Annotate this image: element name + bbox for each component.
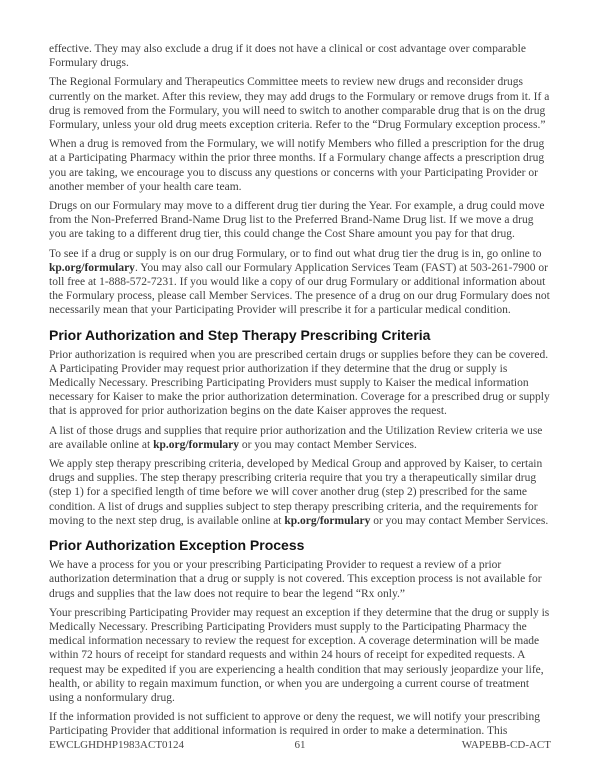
paragraph bbox=[49, 558, 552, 601]
paragraph bbox=[49, 424, 552, 452]
body-inline-text: effective. They may also exclude a drug if it does not have a clinical or cost advantage over comparable Formulary drugs. bbox=[49, 43, 526, 70]
body-inline-text: We have a process for you or your prescribing Participating Provider to request a review of a prior authorization determination that a drug or supply is not covered. This exception process is not available for drugs and supplies that the law does not require to bear the legend “Rx only.” bbox=[49, 559, 542, 600]
footer-document-id: WAPEBB-CD-ACT bbox=[461, 739, 551, 751]
body-inline-text: The Regional Formulary and Therapeutics Committee meets to review new drugs and reconsider drugs currently on the market. After this review, they may add drugs to the Formulary or remove drugs from it. If a drug is removed from the Formulary, you will need to switch to another comparable drug that is on the drug Formulary, unless your old drug meets exception criteria. Refer to the “Drug Formulary exception process.” bbox=[49, 76, 550, 132]
page-footer bbox=[49, 739, 551, 755]
paragraph bbox=[49, 710, 552, 738]
bold-inline-text: kp.org/formulary bbox=[284, 514, 371, 527]
paragraph bbox=[49, 137, 552, 194]
body-inline-text: Your prescribing Participating Provider may request an exception if they determine that the drug or supply is Medically Necessary. Prescribing Participating Providers must supply to the Participating Pharmacy the medical information necessary to review the request for exception. A coverage determination will be made within 72 hours of receipt for standard requests and within 24 hours of receipt for expedited requests. A request may be expedited if you are experiencing a health condition that may seriously jeopardize your life, health, or ability to regain maximum function, or when you are undergoing a current course of treatment using a nonformulary drug. bbox=[49, 606, 550, 704]
section-heading: Prior Authorization Exception Process bbox=[49, 537, 305, 554]
paragraph bbox=[49, 75, 552, 132]
footer-document-code: EWCLGHDHP1983ACT0124 bbox=[49, 739, 185, 751]
section-heading: Prior Authorization and Step Therapy Prescribing Criteria bbox=[49, 326, 431, 343]
body-inline-text: Drugs on our Formulary may move to a different drug tier during the Year. For example, a drug could move from the Non-Preferred Brand-Name Drug list to the Preferred Brand-Name Drug list. If we move a drug you are taking to a different drug tier, this could change the Cost Share amount you pay for that drug. bbox=[49, 200, 545, 241]
body-inline-text: To see if a drug or supply is on our drug Formulary, or to find out what drug tier the drug is in, go online to bbox=[49, 247, 542, 260]
paragraph bbox=[49, 42, 552, 70]
paragraph bbox=[49, 247, 552, 318]
document-body bbox=[49, 42, 552, 744]
body-inline-text: We apply step therapy prescribing criteria, developed by Medical Group and approved by Kaiser, to certain drugs and supplies. The step therapy prescribing criteria require that you try a therapeutically similar drug (step 1) for a specified length of time before we will cover another drug (step 2) prescribed for the same condition. A list of drugs and supplies subject to step therapy prescribing criteria, and the requirements for moving to the next step drug, is available online at bbox=[49, 458, 543, 527]
body-inline-text: Prior authorization is required when you are prescribed certain drugs or supplies before they can be covered. A Participating Provider may request prior authorization if they determine that the drug or supply is Medically Necessary. Prescribing Participating Providers must supply to Kaiser the medical information necessary for Kaiser to make the prior authorization determination. Coverage for a prescribed drug or supply that is approved for prior authorization begins on the date Kaiser approves the request. bbox=[49, 348, 550, 418]
paragraph bbox=[49, 348, 552, 419]
footer-page-number: 61 bbox=[294, 739, 306, 751]
paragraph bbox=[49, 457, 552, 528]
paragraph bbox=[49, 199, 552, 242]
body-inline-text: or you may contact Member Services. bbox=[239, 438, 417, 451]
body-inline-text: A list of those drugs and supplies that require prior authorization and the Utilization Review criteria we use are available online at bbox=[49, 424, 543, 451]
bold-inline-text: kp.org/formulary bbox=[153, 438, 240, 451]
body-inline-text: If the information provided is not sufficient to approve or deny the request, we will notify your prescribing Participating Provider that additional information is required in order to make a determination. This bbox=[49, 711, 540, 738]
bold-inline-text: kp.org/formulary bbox=[49, 261, 135, 274]
body-inline-text: When a drug is removed from the Formulary, we will notify Members who filled a prescription for the drug at a Participating Pharmacy within the prior three months. If a Formulary change affects a prescription drug you are taking, we encourage you to discuss any questions or concerns with your Participating Provider or another member of your health care team. bbox=[49, 138, 545, 193]
paragraph bbox=[49, 606, 552, 705]
body-inline-text: . You may also call our Formulary Application Services Team (FAST) at 503-261-7900 or toll free at 1-888-572-7231. If you would like a copy of our drug Formulary or additional information about the Formulary process, please call Member Services. The presence of a drug on our drug Formulary does not necessarily mean that your Participating Provider will prescribe it for a particular medical condition. bbox=[49, 261, 550, 317]
body-inline-text: or you may contact Member Services. bbox=[370, 514, 549, 527]
